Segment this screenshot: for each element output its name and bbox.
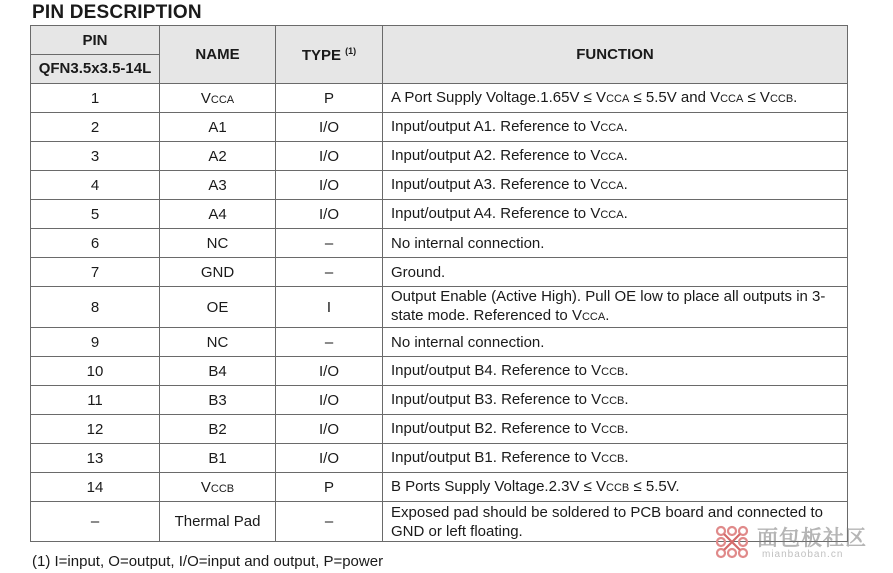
name-cell: GND	[160, 258, 276, 287]
type-footnote-marker: (1)	[345, 45, 357, 56]
function-cell: Ground.	[383, 258, 848, 287]
type-cell: I/O	[276, 113, 383, 142]
type-cell: I/O	[276, 171, 383, 200]
name-cell: VCCA	[160, 84, 276, 113]
type-header-label: TYPE	[301, 46, 341, 64]
function-cell: Input/output B4. Reference to VCCB.	[383, 357, 848, 386]
table-row	[31, 258, 848, 287]
package-header: QFN3.5x3.5-14L	[31, 55, 160, 84]
name-cell: A3	[160, 171, 276, 200]
function-cell: Output Enable (Active High). Pull OE low to place all outputs in 3-state mode. Referenced to VCCA.	[383, 287, 848, 328]
pin-cell: 6	[31, 229, 160, 258]
function-cell: Input/output A3. Reference to VCCA.	[383, 171, 848, 200]
table-row	[31, 200, 848, 229]
table-row	[31, 357, 848, 386]
function-cell: Input/output B2. Reference to VCCB.	[383, 415, 848, 444]
function-cell: Input/output B3. Reference to VCCB.	[383, 386, 848, 415]
table-row	[31, 386, 848, 415]
name-cell: OE	[160, 287, 276, 328]
table-row	[31, 287, 848, 328]
type-cell: P	[276, 473, 383, 502]
type-cell: –	[276, 502, 383, 542]
pin-cell: 4	[31, 171, 160, 200]
function-header: FUNCTION	[383, 26, 848, 84]
table-row	[31, 229, 848, 258]
name-header: NAME	[160, 26, 276, 84]
watermark	[712, 522, 888, 568]
table-row	[31, 328, 848, 357]
type-cell: –	[276, 258, 383, 287]
name-cell: B3	[160, 386, 276, 415]
name-cell: VCCB	[160, 473, 276, 502]
type-cell: –	[276, 328, 383, 357]
type-cell: I	[276, 287, 383, 328]
page-title: PIN DESCRIPTION	[32, 2, 202, 23]
table-row	[31, 473, 848, 502]
pin-cell: 11	[31, 386, 160, 415]
footnote: (1) I=input, O=output, I/O=input and output, P=power	[32, 553, 384, 570]
name-cell: B1	[160, 444, 276, 473]
type-header	[276, 26, 383, 84]
type-cell: I/O	[276, 415, 383, 444]
type-cell: P	[276, 84, 383, 113]
type-cell: I/O	[276, 444, 383, 473]
table-row	[31, 84, 848, 113]
name-cell: B2	[160, 415, 276, 444]
function-cell: Input/output A1. Reference to VCCA.	[383, 113, 848, 142]
table-row	[31, 171, 848, 200]
pin-header: PIN	[31, 26, 160, 55]
type-cell: I/O	[276, 386, 383, 415]
function-cell: Input/output B1. Reference to VCCB.	[383, 444, 848, 473]
pin-cell: 13	[31, 444, 160, 473]
type-cell: I/O	[276, 142, 383, 171]
table-row	[31, 444, 848, 473]
watermark-logo-icon	[712, 522, 752, 562]
type-cell: I/O	[276, 200, 383, 229]
pin-cell: 8	[31, 287, 160, 328]
pin-cell: 5	[31, 200, 160, 229]
pin-cell: –	[31, 502, 160, 542]
function-cell: Exposed pad should be soldered to PCB board and connected to GND or left floating.	[383, 502, 848, 542]
watermark-text: 面包板社区	[757, 527, 867, 550]
table-row	[31, 142, 848, 171]
name-cell: B4	[160, 357, 276, 386]
function-cell: A Port Supply Voltage.1.65V ≤ VCCA ≤ 5.5V and VCCA ≤ VCCB.	[383, 84, 848, 113]
function-cell: Input/output A4. Reference to VCCA.	[383, 200, 848, 229]
watermark-subtext: mianbaoban.cn	[762, 549, 844, 560]
pin-cell: 3	[31, 142, 160, 171]
name-cell: A1	[160, 113, 276, 142]
function-cell: No internal connection.	[383, 229, 848, 258]
name-cell: NC	[160, 229, 276, 258]
name-cell: NC	[160, 328, 276, 357]
function-cell: No internal connection.	[383, 328, 848, 357]
pin-cell: 10	[31, 357, 160, 386]
name-cell: A4	[160, 200, 276, 229]
function-cell: B Ports Supply Voltage.2.3V ≤ VCCB ≤ 5.5V.	[383, 473, 848, 502]
pin-cell: 12	[31, 415, 160, 444]
pin-cell: 7	[31, 258, 160, 287]
function-cell: Input/output A2. Reference to VCCA.	[383, 142, 848, 171]
pin-cell: 9	[31, 328, 160, 357]
pin-cell: 2	[31, 113, 160, 142]
table-row	[31, 113, 848, 142]
table-row	[31, 415, 848, 444]
name-cell: Thermal Pad	[160, 502, 276, 542]
type-cell: –	[276, 229, 383, 258]
pin-cell: 1	[31, 84, 160, 113]
pin-description-table	[30, 25, 848, 542]
pin-cell: 14	[31, 473, 160, 502]
type-cell: I/O	[276, 357, 383, 386]
name-cell: A2	[160, 142, 276, 171]
